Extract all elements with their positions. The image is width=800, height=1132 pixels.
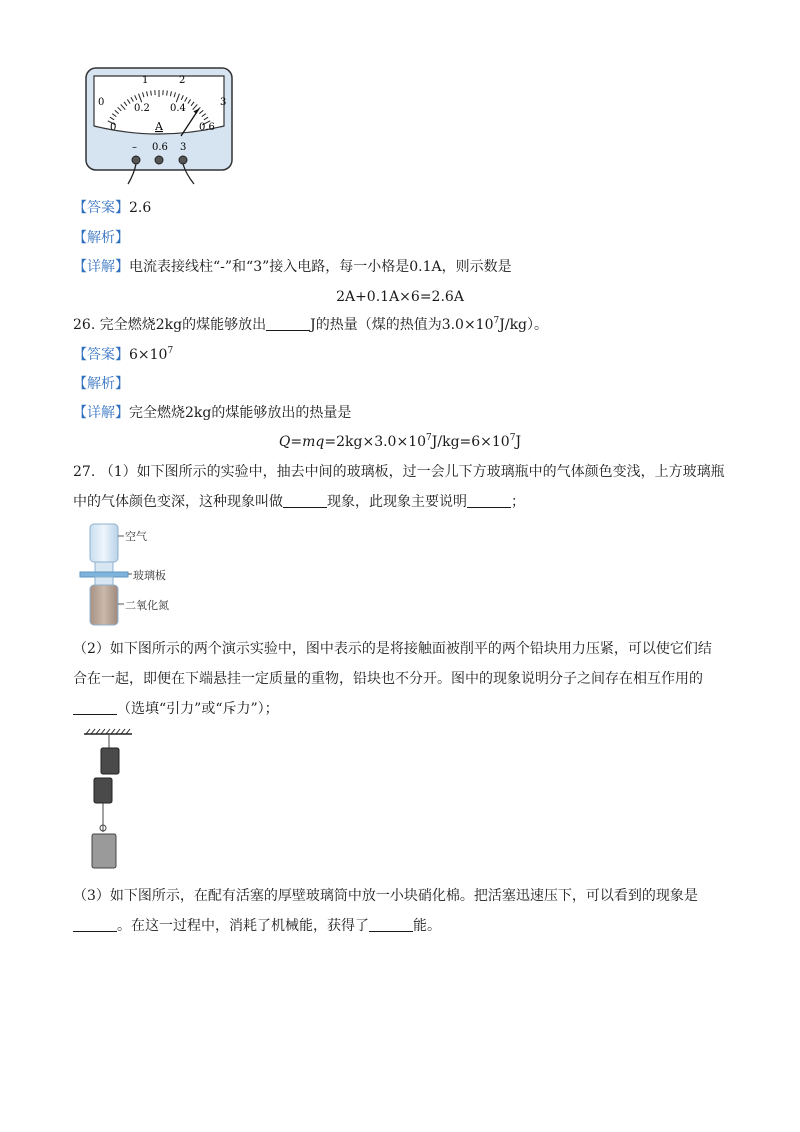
ammeter-drawing	[84, 66, 236, 186]
answer-base: 6×10	[129, 347, 168, 363]
analysis-tag: 【解析】	[73, 376, 129, 392]
q27-part1-line1	[73, 462, 725, 482]
formula-q: Q	[278, 434, 291, 450]
q26-detail	[73, 403, 351, 423]
glass-plate	[80, 572, 128, 577]
answer-value: 2.6	[129, 200, 152, 216]
q26-formula	[0, 432, 800, 452]
answer-tag: 【答案】	[73, 347, 129, 363]
label-glass-plate: 玻璃板	[133, 569, 166, 582]
detail-tag: 【详解】	[73, 405, 129, 421]
analysis-tag: 【解析】	[73, 230, 129, 246]
q25-answer	[73, 198, 151, 218]
answer-blank-4	[73, 917, 117, 932]
diffusion-bottles-figure	[78, 522, 208, 627]
q25-detail	[73, 257, 512, 277]
lead-blocks-drawing	[82, 728, 142, 873]
q27-part1-line2	[73, 492, 525, 512]
answer-blank-3	[73, 700, 117, 715]
meter-tick	[167, 91, 168, 96]
question-number: 27.	[73, 464, 96, 480]
terminal-label-3: 3	[180, 142, 187, 153]
answer-blank-1	[283, 493, 327, 508]
scale-bottom-0: 0	[110, 122, 117, 133]
formula-part-1: =2kg×3.0×10	[324, 434, 427, 450]
ammeter-figure	[84, 66, 236, 186]
part1-text-2c: ；	[511, 494, 525, 510]
answer-blank	[266, 316, 310, 331]
scale-bottom-1: 0.2	[134, 103, 150, 114]
answer-blank-2	[467, 493, 511, 508]
terminal-0-6	[155, 156, 163, 164]
q26-question	[73, 315, 548, 335]
label-nitrogen-dioxide: 二氧化氮	[125, 599, 169, 612]
part2-text-3: （选填“引力”或“斥力”）；	[117, 701, 279, 717]
question-text-3: J/kg）。	[499, 317, 549, 333]
q26-analysis	[73, 374, 129, 394]
answer-exponent: 7	[167, 346, 174, 356]
formula-eq: =	[290, 434, 303, 450]
q27-part2-line1: （2）如下图所示的两个演示实验中，图中表示的是将接触面被削平的两个铅块用力压紧，可以使它们结	[73, 641, 712, 657]
scale-bottom-3: 0.6	[199, 122, 215, 133]
answer-blank-5	[369, 917, 413, 932]
part3-text-2b: 能。	[413, 918, 441, 934]
terminal-label-0-6: 0.6	[152, 142, 168, 153]
scale-top-1: 1	[142, 75, 149, 86]
detail-tag: 【详解】	[73, 259, 129, 275]
q25-formula: 2A+0.1A×6=2.6A	[336, 289, 464, 305]
meter-tick	[151, 91, 152, 96]
label-air: 空气	[125, 530, 147, 543]
scale-top-2: 2	[179, 75, 186, 86]
question-number: 26.	[73, 317, 96, 333]
part1-text-2b: 现象，此现象主要说明	[327, 494, 467, 510]
part1-text-2a: 中的气体颜色变深，这种现象叫做	[73, 494, 283, 510]
terminal-neg	[132, 156, 140, 164]
scale-top-0: 0	[98, 97, 105, 108]
detail-text: 电流表接线柱“-”和“3”接入电路，每一小格是0.1A，则示数是	[129, 259, 512, 275]
lead-block-lower	[94, 778, 112, 803]
formula-part-2: J/kg=6×10	[431, 434, 510, 450]
lower-bottle	[90, 585, 118, 625]
q25-analysis	[73, 228, 129, 248]
scale-top-3: 3	[220, 97, 227, 108]
question-text-1: 完全燃烧2kg的煤能够放出	[99, 317, 267, 333]
part1-text-1: （1）如下图所示的实验中，抽去中间的玻璃板，过一会儿下方玻璃瓶中的气体颜色变浅，上方玻璃瓶	[99, 464, 725, 480]
lead-block-upper	[101, 748, 119, 774]
lower-bottle-neck	[95, 577, 113, 585]
formula-unit: J	[515, 434, 522, 450]
upper-bottle-neck	[95, 562, 113, 572]
terminal-label-neg: –	[132, 142, 137, 153]
lead-blocks-figure	[82, 728, 142, 873]
detail-text: 完全燃烧2kg的煤能够放出的热量是	[129, 405, 352, 421]
q27-part3-line2	[73, 916, 441, 936]
q27-part3-line1: （3）如下图所示，在配有活塞的厚壁玻璃筒中放一小块硝化棉。把活塞迅速压下，可以看到的现象是	[73, 888, 698, 904]
upper-bottle	[90, 524, 118, 562]
q26-answer	[73, 345, 173, 365]
formula-exp-1: 7	[426, 433, 432, 443]
hanging-weight	[92, 834, 116, 868]
exponent: 7	[493, 316, 500, 326]
formula-mq: mq	[302, 434, 325, 450]
unit-label: A	[155, 120, 163, 133]
answer-tag: 【答案】	[73, 200, 129, 216]
scale-bottom-2: 0.4	[170, 103, 186, 114]
terminal-3	[179, 156, 187, 164]
question-text-2: J的热量（煤的热值为3.0×10	[310, 317, 494, 333]
part3-text-2a: 。在这一过程中，消耗了机械能，获得了	[117, 918, 369, 934]
q27-part2-line3	[73, 699, 279, 719]
formula-exp-2: 7	[509, 433, 516, 443]
q27-part2-line2: 合在一起，即便在下端悬挂一定质量的重物，铅块也不分开。图中的现象说明分子之间存在相互作用的	[73, 671, 703, 687]
